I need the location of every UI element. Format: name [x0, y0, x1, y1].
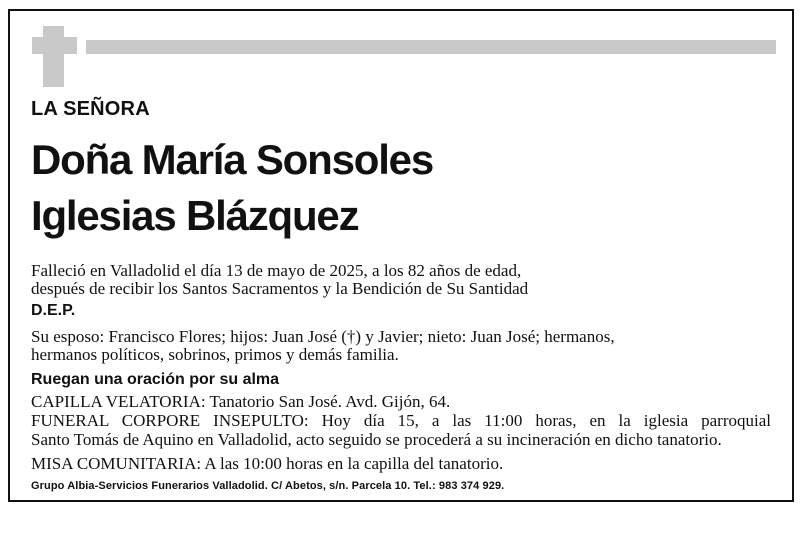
prayer-request: Ruegan una oración por su alma [31, 371, 280, 388]
deceased-name-line2: Iglesias Blázquez [31, 192, 359, 239]
title-prefix: LA SEÑORA [31, 98, 150, 120]
decorative-rule [86, 40, 776, 54]
family-line1: Su esposo: Francisco Flores; hijos: Juan José (†) y Javier; nieto: Juan José; hermanos, [31, 327, 615, 346]
wake-chapel-info: CAPILLA VELATORIA: Tanatorio San José. Avd. Gijón, 64. [31, 392, 451, 411]
death-details-line1: Falleció en Valladolid el día 13 de mayo de 2025, a los 82 años de edad, [31, 261, 522, 280]
mass-info: MISA COMUNITARIA: A las 10:00 horas en la capilla del tanatorio. [31, 454, 504, 473]
funeral-info-line2: Santo Tomás de Aquino en Valladolid, acto seguido se procederá a su incineración en dicho tanatorio. [31, 430, 722, 449]
family-line2: hermanos políticos, sobrinos, primos y demás familia. [31, 345, 399, 364]
funeral-home-footer: Grupo Albia-Servicios Funerarios Valladolid. C/ Abetos, s/n. Parcela 10. Tel.: 983 374 929. [31, 480, 505, 492]
rip-label: D.E.P. [31, 302, 76, 319]
funeral-info-line1: FUNERAL CORPORE INSEPULTO: Hoy día 15, a las 11:00 horas, en la iglesia parroquial [31, 411, 771, 430]
death-details-line2: después de recibir los Santos Sacramentos y la Bendición de Su Santidad [31, 279, 529, 298]
deceased-name-line1: Doña María Sonsoles [31, 136, 433, 183]
